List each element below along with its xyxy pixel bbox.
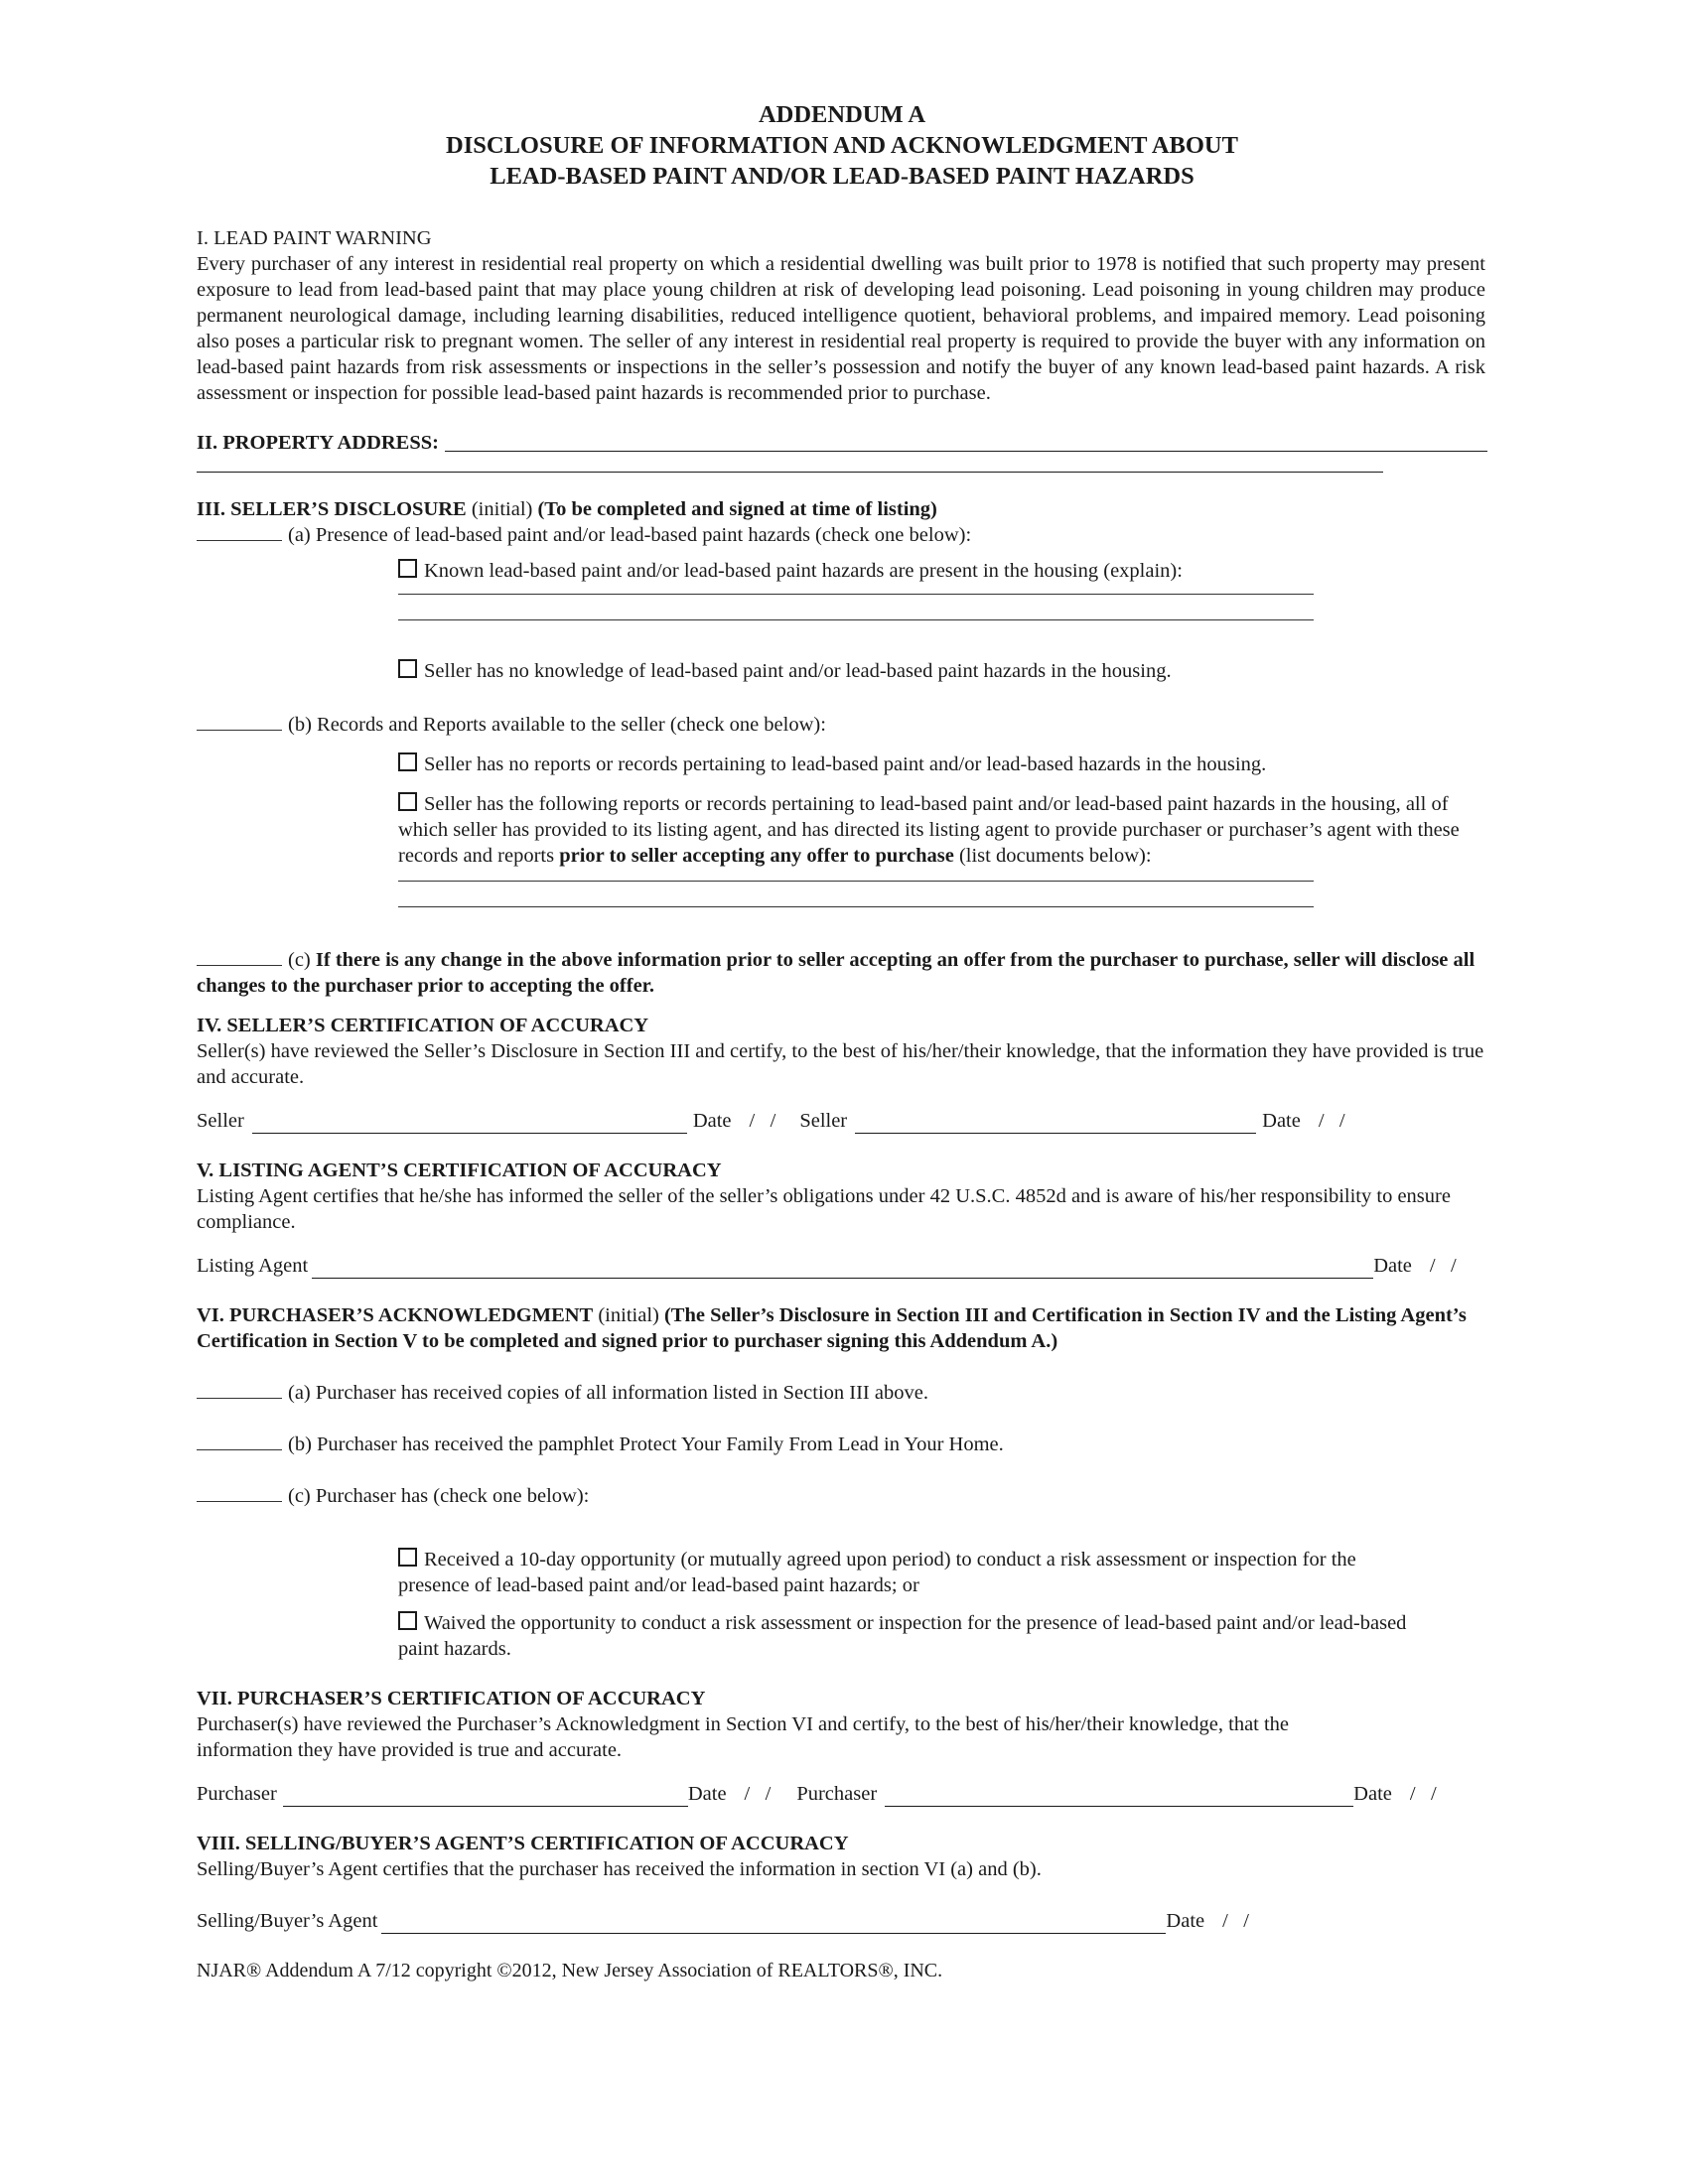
explain-line-2[interactable] (398, 619, 1314, 620)
section-7-heading: VII. PURCHASER’S CERTIFICATION OF ACCURACY (197, 1688, 706, 1709)
purchaser-2-label: Purchaser (796, 1783, 878, 1805)
buyers-agent-signature-line[interactable] (381, 1913, 1166, 1934)
initial-blank-3c[interactable] (197, 945, 282, 966)
item-6a-text: (a) Purchaser has received copies of all information listed in Section III above. (288, 1382, 928, 1404)
section-7-body: Purchaser(s) have reviewed the Purchaser’s Acknowledgment in Section VI and certify, to the best of his/her/their knowledge, that the information they have provided is true and accurate. (197, 1713, 1290, 1761)
section-4-body: Seller(s) have reviewed the Seller’s Disclosure in Section III and certify, to the best of his/her/their knowledge, that the information they have provided is true and accurate. (197, 1040, 1484, 1088)
item-6b-text: (b) Purchaser has received the pamphlet Protect Your Family From Lead in Your Home. (288, 1433, 1004, 1455)
option-known-lead-paint: Known lead-based paint and/or lead-based paint hazards are present in the housing (explain): (424, 560, 1183, 582)
item-3b-text: (b) Records and Reports available to the seller (check one below): (288, 714, 826, 736)
item-6c-text: (c) Purchaser has (check one below): (288, 1485, 590, 1507)
checkbox-waived-opportunity[interactable] (398, 1611, 417, 1630)
section-3-note: (To be completed and signed at time of listing) (537, 498, 937, 520)
listing-agent-date-label: Date (1373, 1255, 1412, 1277)
section-6-initial: (initial) (598, 1304, 659, 1326)
initial-blank-6b[interactable] (197, 1430, 282, 1450)
seller-1-label: Seller (197, 1110, 244, 1132)
section-6-heading: VI. PURCHASER’S ACKNOWLEDGMENT (197, 1304, 594, 1326)
option-has-reports: Seller has the following reports or records pertaining to lead-based paint and/or lead-based paint hazards in the housing, all of which seller has provided to its listing agent, and has directed its listing agent to provide purchaser or purchaser’s agent with these records and reports (398, 793, 1460, 867)
purchaser-2-date-label: Date (1353, 1783, 1392, 1805)
section-purchaser-acknowledgment (197, 1302, 1487, 1662)
item-3c-text: If there is any change in the above information prior to seller accepting an offer from the purchaser to purchase, seller will disclose all changes to the purchaser prior to accepting the offer. (197, 949, 1476, 997)
checkbox-known-lead-paint[interactable] (398, 559, 417, 578)
initial-blank-3b[interactable] (197, 710, 282, 731)
title-line-3: LEAD-BASED PAINT AND/OR LEAD-BASED PAINT HAZARDS (490, 163, 1195, 190)
title-line-1: ADDENDUM A (758, 101, 926, 128)
purchaser-1-signature-line[interactable] (283, 1786, 688, 1807)
documents-line-1[interactable] (398, 881, 1314, 882)
buyers-agent-date-field[interactable]: / / (1222, 1910, 1249, 1932)
property-address-line-1[interactable] (445, 431, 1487, 452)
section-3-initial: (initial) (471, 498, 533, 520)
seller-2-signature-line[interactable] (855, 1113, 1256, 1134)
item-3c-label: (c) (288, 949, 311, 971)
seller-1-signature-line[interactable] (252, 1113, 687, 1134)
section-buyers-agent-certification (197, 1831, 1487, 1934)
document-page (197, 99, 1487, 1983)
section-1-heading: I. LEAD PAINT WARNING (197, 227, 432, 249)
section-1-body: Every purchaser of any interest in residential real property on which a residential dwelling was built prior to 1978 is notified that such property may present exposure to lead from lead-based paint that may place young children at risk of developing lead poisoning. Lead poisoning in young children may produce permanent neurological damage, including learning disabilities, reduced intelligence quotient, behavioral problems, and impaired memory. Lead poisoning also poses a particular risk to pregnant women. The seller of any interest in residential real property is required to provide the buyer with any information on lead-based paint hazards from risk assessments or inspections in the seller’s possession and notify the buyer of any known lead-based paint hazards. A risk assessment or inspection for possible lead-based paint hazards is recommended prior to purchase. (197, 253, 1485, 404)
footer-copyright: NJAR® Addendum A 7/12 copyright ©2012, New Jersey Association of REALTORS®, INC. (197, 1960, 943, 1981)
section-8-heading: VIII. SELLING/BUYER’S AGENT’S CERTIFICATION OF ACCURACY (197, 1833, 849, 1854)
purchaser-2-date-field[interactable]: / / (1409, 1783, 1437, 1805)
section-5-heading: V. LISTING AGENT’S CERTIFICATION OF ACCURACY (197, 1160, 722, 1181)
documents-line-2[interactable] (398, 906, 1314, 907)
purchaser-2-signature-line[interactable] (885, 1786, 1353, 1807)
explain-line-1[interactable] (398, 594, 1314, 595)
section-sellers-disclosure (197, 496, 1487, 999)
initial-blank-3a[interactable] (197, 520, 282, 541)
purchaser-1-date-field[interactable]: / / (744, 1783, 772, 1805)
seller-2-label: Seller (799, 1110, 848, 1132)
section-4-heading: IV. SELLER’S CERTIFICATION OF ACCURACY (197, 1015, 649, 1036)
option-has-reports-tail: (list documents below): (958, 845, 1152, 867)
option-has-reports-bold: prior to seller accepting any offer to purchase (559, 845, 954, 867)
initial-blank-6c[interactable] (197, 1481, 282, 1502)
checkbox-has-reports[interactable] (398, 792, 417, 811)
seller-2-date-field[interactable]: / / (1318, 1110, 1345, 1132)
section-6-note: (The Seller’s Disclosure in Section III and Certification in Section IV and the Listing Agent’s Certification in Section V to be completed and signed prior to purchaser signing this Addendum A.) (197, 1304, 1467, 1352)
section-listing-agent-certification (197, 1158, 1487, 1279)
listing-agent-date-field[interactable]: / / (1429, 1255, 1457, 1277)
section-purchaser-certification (197, 1686, 1487, 1807)
buyers-agent-label: Selling/Buyer’s Agent (197, 1910, 378, 1932)
section-2-heading: II. PROPERTY ADDRESS: (197, 432, 439, 454)
seller-1-date-label: Date (692, 1110, 732, 1132)
section-5-body: Listing Agent certifies that he/she has informed the seller of the seller’s obligations under 42 U.S.C. 4852d and is aware of his/her responsibility to ensure compliance. (197, 1185, 1451, 1233)
option-no-knowledge: Seller has no knowledge of lead-based paint and/or lead-based paint hazards in the housing. (424, 660, 1172, 682)
section-8-body: Selling/Buyer’s Agent certifies that the purchaser has received the information in section VI (a) and (b). (197, 1858, 1042, 1880)
seller-1-date-field[interactable]: / / (749, 1110, 776, 1132)
section-3-heading: III. SELLER’S DISCLOSURE (197, 498, 467, 520)
option-received-opportunity: Received a 10-day opportunity (or mutually agreed upon period) to conduct a risk assessment or inspection for the presence of lead-based paint and/or lead-based paint hazards; or (398, 1549, 1356, 1596)
section-lead-paint-warning (197, 225, 1485, 406)
checkbox-received-opportunity[interactable] (398, 1548, 417, 1567)
purchaser-1-label: Purchaser (197, 1783, 277, 1805)
option-no-reports: Seller has no reports or records pertaining to lead-based paint and/or lead-based hazards in the housing. (424, 753, 1267, 775)
checkbox-no-reports[interactable] (398, 752, 417, 771)
seller-2-date-label: Date (1262, 1110, 1301, 1132)
title-line-2: DISCLOSURE OF INFORMATION AND ACKNOWLEDGMENT ABOUT (446, 132, 1238, 159)
option-waived-opportunity: Waived the opportunity to conduct a risk assessment or inspection for the presence of lead-based paint and/or lead-based paint hazards. (398, 1612, 1407, 1660)
purchaser-1-date-label: Date (687, 1783, 727, 1805)
title-block (197, 99, 1487, 192)
item-3a-text: (a) Presence of lead-based paint and/or lead-based paint hazards (check one below): (288, 524, 972, 546)
checkbox-no-knowledge[interactable] (398, 659, 417, 678)
initial-blank-6a[interactable] (197, 1378, 282, 1399)
section-seller-certification (197, 1013, 1487, 1134)
listing-agent-label: Listing Agent (197, 1255, 309, 1277)
section-property-address (197, 430, 1487, 473)
listing-agent-signature-line[interactable] (312, 1258, 1373, 1279)
buyers-agent-date-label: Date (1166, 1910, 1205, 1932)
